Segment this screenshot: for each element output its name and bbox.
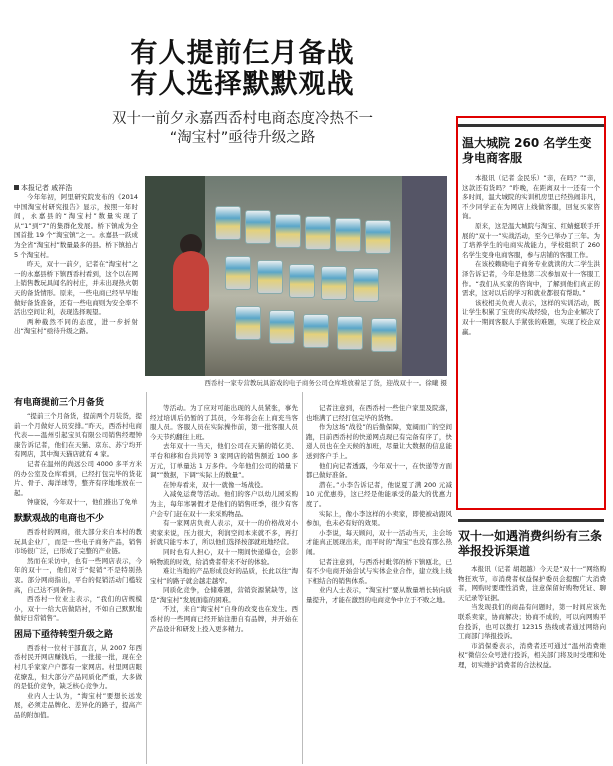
sidebar-story-2-title: 双十一如遇消费纠纷有三条举报投诉渠道	[458, 529, 603, 558]
body-paragraph: 当发现我们的商品有问题时，第一时间应该先联系卖家，协商解决；协商不成的，可以向网购平台投诉，也可以拨打 12315 热线或者通过网络向工商部门举报投诉。	[458, 603, 606, 641]
body-paragraph: 实际上，像小李这样的小卖家，即使被动跟风参加，也未必有好的效果。	[306, 509, 452, 528]
body-paragraph: 入减免运费等活动。他们的客户以幼儿园采购为主，每年寒暑假才是他们的销售旺季，很少有客户会专门赶在双十一来采购物品。	[150, 490, 298, 518]
body-paragraph: 记者在温州的尚远公司 4000 多平方米的办公室及仓库看到，已经打包完毕的货花片、骨子、海洋球等，整齐有序地堆放在一起。	[14, 459, 142, 497]
photo-caption: 西岙村一家专营教玩具游戏的电子商务公司仓库堆放着足了货，迎战双十一。徐曦 摄	[204, 379, 447, 387]
photo-bucket	[353, 268, 379, 302]
body-paragraph: 钟康说，今年双十一，他们推出了免单	[27, 498, 138, 507]
body-paragraph: “提前三个月备货，提前两个月装货，提前一个月做好人员安排。”昨天，西岙村电商代表——温州引起宝贝有限公司销售经理钟康告诉记者，他们在天猫、京东、苏宁均开有网店，其中淘天猫店就有 4 家。	[14, 412, 142, 459]
headline-line-2: 有人选择默默观战	[130, 69, 355, 100]
body-paragraph: 然而在采访中，也有一些网店表示，今年的双十一，他们对于“促销”不是特别热衷。部分网商指出，平台的促销活动门槛较高，自己达不到条件。	[14, 556, 142, 594]
body-paragraph: 该校相关负责人表示，这样的实训活动，既让学生积累了宝贵的实战经验，也为企业解决了双十一期间客服人手紧张的难题，实现了校企双赢。	[462, 298, 600, 336]
body-paragraph: 市消保委表示，消费者还可通过“温州消费维权”微信公众号进行投诉，相关部门将及时受理和处理，切实维护消费者的合法权益。	[458, 641, 606, 669]
lead-paragraph-1: 今年年初，阿里研究院发布的《2014 中国淘宝村研究报告》显示，按照一年时间，永嘉县的“淘宝村”数量实现了从“1”到“7”的集群化发展。桥下镇成为全国首批 19 个“淘宝镇”之一。永嘉县一跃成为全省“淘宝村”数量最多的县。桥下镇拍占 5 个淘宝村。	[14, 193, 138, 259]
photo-bucket	[305, 216, 331, 250]
body-paragraph: 西岙村的网商，很大部分来自本村的教玩具企业厂，而是一些电子商务产品，销售市场很广泛，已形成了完整的产业链。	[14, 527, 142, 556]
body-paragraph: 业内人士认为，“淘宝村”要想长远发展，必须走品牌化、差异化的路子，提高产品的附加值。	[14, 691, 142, 720]
photo-bucket	[371, 318, 397, 352]
body-paragraph: 记者注意到，与西岙村毗邻的桥下镇瓯北，已有不少电商开始尝试与实体企业合作，建立线上线下相结合的销售体系。	[306, 557, 452, 585]
body-paragraph: 在钟寿看来，双十一就像一场战役。	[163, 480, 267, 489]
subheadline-1: 双十一前夕永嘉西岙村电商态度冷热不一	[112, 111, 373, 127]
news-photo	[145, 176, 447, 376]
headline-line-1: 有人提前仨月备战	[130, 38, 355, 69]
body-paragraph: 不过，来自“淘宝村”自身的改变也在发生。西岙村的一些网商已经开始注册自有品牌，并开始在产品设计和研发上投入更多精力。	[150, 605, 298, 633]
body-paragraph: 作为这场“战役”的后勤保障，宽阔而广的空间跑，目前西岙村的快递网点现已有完备有序了，快递人员也在全天候的加班，尽量让大数据的信息能送到客户手上。	[306, 423, 452, 460]
lead-column	[14, 193, 138, 337]
byline-square-icon	[14, 185, 19, 190]
photo-bucket	[215, 206, 241, 240]
lead-paragraph-2: 昨天，双十一前夕，记者在“淘宝村”之一的永嘉县桥下镇西岙村看到，这个以在网上销售教玩具闻名的村庄，并未出现热火朝天的备货情形。原来，一些电商已经早早地做好备货准备，还有一些电商则为安全率不活出空间让利，表现选择观望。	[14, 260, 138, 317]
lead-paragraph-3: 两种截然不同的态度，进一步折射出“淘宝村”亟待升级之路。	[14, 317, 138, 336]
byline	[14, 183, 72, 193]
body-paragraph: 本报讯（记者 金民乐）“亲，在吗？”“亲，这款还有货吗？”昨晚，在距离双十一还有一个多时间，温大城院的实训机房里已经热闹非凡，不少同学正在为网店上线做客服，回复买家咨询。	[462, 174, 600, 221]
body-paragraph: 业内人士表示，“淘宝村”要从数量增长转向质量提升，才能在激烈的电商竞争中立于不败之地。	[306, 586, 452, 604]
column-divider	[146, 392, 147, 764]
body-paragraph: 难让当地的产品形成良好的品质，长此以往“淘宝村”的路子就会越走越窄。	[150, 567, 298, 585]
photo-bucket	[365, 220, 391, 254]
photo-bucket	[225, 256, 251, 290]
photo-bucket	[245, 210, 271, 244]
photo-bucket	[335, 218, 361, 252]
sidebar-story-1-title: 温大城院 260 名学生变身电商客服	[462, 136, 592, 165]
photo-bucket	[337, 316, 363, 350]
body-paragraph: 西岙村一位业主表示，“我们的店规模小，双十一给大店做陪衬，不如自己默默地做好日常销售”。	[14, 595, 142, 623]
section-heading-2: 默默观战的电商也不少	[14, 513, 105, 524]
photo-bucket	[303, 314, 329, 348]
body-paragraph: 去年双十一当天，他们公司在天猫的销亿美、平台和移和台共同等 3 家网店的销售额近 100 多万元，订单量达 1 万多件。今年他们公司的销量下调“”数据，下调“实际上的数量”。	[150, 442, 298, 480]
body-paragraph: 同质化竞争，仓储难题，营销资源紧缺等，这是“淘宝村”发展面临的困难。	[150, 586, 298, 604]
body-paragraph: 记者注意到，在西岙村一些住户家里及院落，也堆满了已经打包完毕的货物。	[306, 404, 452, 422]
body-paragraph: 本报讯（记者 胡超越）今天是“双十一”网络购物狂欢节，市消费者权益保护委员会提醒广大消费者，网购时要理性消费，注意保留好购物凭证、聊天记录等证据。	[458, 565, 606, 602]
column-divider	[302, 392, 303, 764]
photo-bucket	[275, 214, 301, 248]
body-column-3	[306, 404, 452, 605]
photo-bucket	[269, 310, 295, 344]
body-paragraph: 西岙村一位村干部直言，从 2007 年西岙村民开网店赚钱后，一批接一批，现在全村几乎家家户户都有一家网店。村里网店眼花缭乱，但大部分产品同质化严重，大多做的是低价竞争，缺乏核心竞争力。	[14, 643, 142, 691]
body-column-1	[14, 392, 142, 721]
photo-bucket	[257, 260, 283, 294]
photo-person	[173, 251, 209, 311]
body-paragraph: 有一家网店负责人表示，双十一的价格战对小卖家来说，压力很大，利润空间本来就不多，再打折就只能亏本了，所以他们选择按部就班地经营。	[150, 519, 298, 547]
section-heading-1: 有电商提前三个月备货	[14, 398, 105, 408]
body-paragraph: 小李说，每天顾问，双十一活动当天，主会场才能真正展现出来，而平时的“淘宝”也没有那么热闹。	[306, 528, 452, 556]
box-top-rule	[458, 124, 604, 127]
photo-bucket	[289, 264, 315, 298]
byline-text: 本报记者 戚祥浩	[21, 184, 73, 192]
body-paragraph: 同时也有人担心，双十一期间快递爆仓，会影响物流的时效，给消费者带来不好的体验。	[150, 547, 298, 566]
headline-block	[40, 38, 445, 148]
subheadline-2: “淘宝村”亟待升级之路	[169, 130, 316, 146]
sidebar-story-1-body	[462, 174, 600, 337]
body-paragraph: 潜在。”小李告诉记者，他说夏了满 200 元减 10 元优惠券，这已经是他能承受的最大的优惠力度了。	[306, 480, 452, 508]
photo-bucket	[235, 306, 261, 340]
sidebar-story-2-body	[458, 565, 606, 671]
box-top-rule	[458, 519, 604, 522]
body-paragraph: 等活动。为了应对可能出现的人员紧张，事先经过培训后仍暂的了其员，今年将会在上商充当客服人员。客服人员在实际操作前，第一批客服人员今天节约翻往上班。	[150, 404, 298, 441]
body-paragraph: 他们向记者透露，今年双十一，在快递等方面都已做好准备。	[306, 461, 452, 480]
body-paragraph: 原来，这是温大城院与淘宝、红蜻蜓联手开展的“双十一”实战活动，至今已举办了三年。为了培养学生的电商实战能力，学校组织了 260 名学生变身电商客服，参与店铺的客服工作。	[462, 221, 600, 259]
body-column-2	[150, 404, 298, 634]
photo-shelf-right	[402, 176, 447, 376]
body-paragraph: 在该校赖晓电子商务专业就读的大二学生洪泽告诉记者，今年是他第二次参加双十一客服工作。“我们从买家的咨询中，了解到他们真正的需求，这对以后的学习和就业都很有帮助。”	[462, 260, 600, 298]
section-heading-3: 困局下亟待转型升级之路	[14, 629, 114, 640]
photo-bucket	[321, 266, 347, 300]
